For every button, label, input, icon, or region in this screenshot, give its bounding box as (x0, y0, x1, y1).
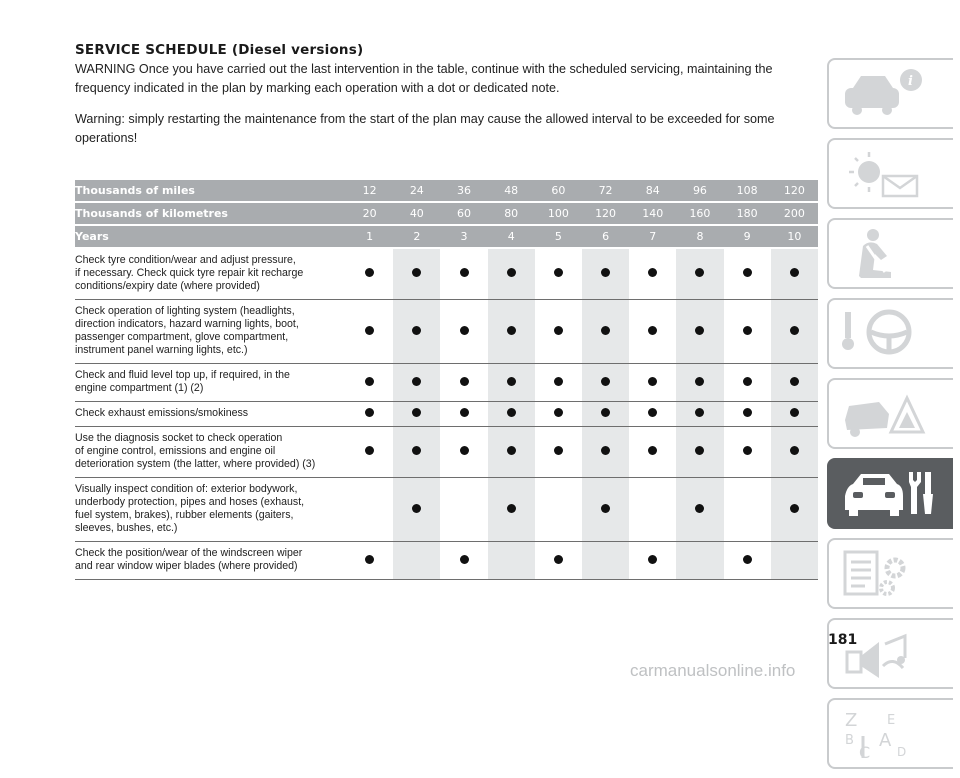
header-value: 100 (535, 202, 582, 225)
schedule-cell (488, 427, 535, 478)
schedule-cell (724, 542, 771, 580)
schedule-cell (535, 427, 582, 478)
table-row (75, 364, 818, 402)
schedule-cell (771, 364, 818, 402)
header-value: 140 (629, 202, 676, 225)
service-dot (790, 446, 799, 455)
service-dot (412, 504, 421, 513)
schedule-cell (724, 478, 771, 542)
header-value: 72 (582, 180, 629, 202)
header-value: 9 (724, 225, 771, 248)
operation-description (75, 300, 346, 364)
schedule-cell (393, 248, 440, 300)
service-dot (412, 326, 421, 335)
schedule-cell (724, 364, 771, 402)
service-dot (695, 268, 704, 277)
table-row (75, 402, 818, 427)
schedule-cell (724, 427, 771, 478)
service-dot (743, 268, 752, 277)
watermark: carmanualsonline.info (630, 661, 796, 680)
header-value: 120 (771, 180, 818, 202)
service-dot (648, 446, 657, 455)
schedule-cell (676, 478, 723, 542)
service-dot (460, 446, 469, 455)
schedule-cell (346, 478, 393, 542)
operation-text-line: engine compartment (1) (2) (75, 382, 204, 394)
schedule-cell (724, 402, 771, 427)
operation-text-line: Check the position/wear of the windscreen wiper (75, 547, 303, 559)
schedule-cell (393, 478, 440, 542)
service-dot (648, 408, 657, 417)
table-row (75, 478, 818, 542)
service-dot (695, 326, 704, 335)
warning-paragraph: WARNING Once you have carried out the last intervention in the table, continue with the scheduled servicing, maintaining the frequency indicated in the plan by marking each operation with a dot or dedicated note. (75, 62, 773, 95)
schedule-cell (346, 248, 393, 300)
service-dot (507, 446, 516, 455)
operation-description (75, 478, 346, 542)
header-label: Thousands of kilometres (75, 202, 346, 225)
tab-safety[interactable] (827, 218, 953, 289)
page-content (75, 42, 820, 148)
service-dot (412, 377, 421, 386)
operation-text-line: sleeves, bushes, etc.) (75, 522, 178, 534)
car-maintenance-icon (839, 466, 939, 521)
service-dot (507, 408, 516, 417)
tab-multimedia[interactable] (827, 618, 953, 689)
service-dot (507, 504, 516, 513)
svg-text:E: E (887, 713, 896, 728)
service-dot (554, 555, 563, 564)
service-dot (601, 446, 610, 455)
schedule-cell (393, 300, 440, 364)
service-dot (790, 326, 799, 335)
schedule-cell (488, 364, 535, 402)
operation-text-line: Check and fluid level top up, if required, in the (75, 369, 290, 381)
service-dot (790, 268, 799, 277)
header-value: 10 (771, 225, 818, 248)
page-number: 181 (828, 632, 858, 648)
schedule-cell (676, 427, 723, 478)
schedule-cell (488, 248, 535, 300)
service-dot (460, 408, 469, 417)
schedule-cell (535, 364, 582, 402)
schedule-cell (488, 542, 535, 580)
header-value: 108 (724, 180, 771, 202)
service-dot (412, 446, 421, 455)
header-value: 200 (771, 202, 818, 225)
service-dot (554, 326, 563, 335)
schedule-cell (440, 402, 487, 427)
operation-text-line: if necessary. Check quick tyre repair kit recharge (75, 267, 304, 279)
service-schedule-table (75, 180, 818, 580)
schedule-cell (488, 300, 535, 364)
schedule-cell (535, 300, 582, 364)
breakdown-icon (839, 386, 939, 441)
header-value: 4 (488, 225, 535, 248)
schedule-cell (393, 427, 440, 478)
schedule-cell (676, 364, 723, 402)
header-value: 60 (535, 180, 582, 202)
schedule-cell (535, 402, 582, 427)
service-dot (648, 377, 657, 386)
operation-description (75, 542, 346, 580)
header-value: 96 (676, 180, 723, 202)
schedule-cell (346, 402, 393, 427)
schedule-cell (582, 427, 629, 478)
operation-text-line: deterioration system (the latter, where provided) (3) (75, 458, 316, 470)
service-dot (648, 555, 657, 564)
schedule-cell (771, 478, 818, 542)
header-value: 8 (676, 225, 723, 248)
schedule-cell (535, 542, 582, 580)
header-value: 36 (440, 180, 487, 202)
service-dot (554, 268, 563, 277)
header-value: 160 (676, 202, 723, 225)
schedule-cell (771, 300, 818, 364)
svg-text:D: D (897, 745, 907, 759)
service-dot (743, 326, 752, 335)
schedule-cell (629, 427, 676, 478)
schedule-cell (346, 300, 393, 364)
service-dot (412, 408, 421, 417)
schedule-cell (440, 248, 487, 300)
header-value: 7 (629, 225, 676, 248)
service-dot (601, 504, 610, 513)
schedule-cell (771, 402, 818, 427)
service-dot (412, 268, 421, 277)
operation-text-line: Use the diagnosis socket to check operation (75, 432, 283, 444)
schedule-cell (676, 300, 723, 364)
steering-key-icon (839, 306, 939, 361)
svg-text:B: B (845, 733, 854, 748)
service-dot (365, 446, 374, 455)
operation-text-line: direction indicators, hazard warning lights, boot, (75, 318, 299, 330)
chapter-tabs (827, 58, 955, 778)
operation-text-line: underbody protection, pipes and hoses (exhaust, (75, 496, 305, 508)
tab-servicing-maintenance[interactable] (827, 458, 953, 529)
header-value: 5 (535, 225, 582, 248)
service-dot (648, 326, 657, 335)
schedule-cell (535, 478, 582, 542)
schedule-cell (676, 542, 723, 580)
service-dot (460, 268, 469, 277)
service-dot (695, 504, 704, 513)
schedule-cell (582, 402, 629, 427)
header-value: 1 (346, 225, 393, 248)
page-title: SERVICE SCHEDULE (Diesel versions) (75, 42, 364, 58)
header-label: Years (75, 225, 346, 248)
warning-lights-icon (839, 146, 939, 201)
schedule-cell (582, 300, 629, 364)
service-dot (695, 377, 704, 386)
schedule-cell (629, 364, 676, 402)
header-row (75, 180, 818, 202)
header-value: 3 (440, 225, 487, 248)
service-dot (695, 408, 704, 417)
schedule-cell (440, 300, 487, 364)
schedule-cell (393, 364, 440, 402)
service-dot (507, 268, 516, 277)
header-value: 2 (393, 225, 440, 248)
schedule-cell (393, 542, 440, 580)
header-value: 84 (629, 180, 676, 202)
schedule-cell (346, 364, 393, 402)
table-row (75, 300, 818, 364)
schedule-cell (676, 402, 723, 427)
operation-text-line: conditions/expiry date (where provided) (75, 280, 260, 292)
service-dot (790, 408, 799, 417)
header-value: 80 (488, 202, 535, 225)
schedule-cell (346, 427, 393, 478)
header-label: Thousands of miles (75, 180, 346, 202)
service-dot (601, 268, 610, 277)
service-dot (507, 377, 516, 386)
header-value: 120 (582, 202, 629, 225)
tab-car-info[interactable] (827, 58, 953, 129)
operation-description (75, 364, 346, 402)
operation-text-line: Visually inspect condition of: exterior bodywork, (75, 483, 298, 495)
svg-text:i: i (908, 74, 913, 89)
service-dot (460, 377, 469, 386)
restart-warning-paragraph: Warning: simply restarting the maintenance from the start of the plan may cause the allowed interval to be exceeded for some operations! (75, 112, 775, 145)
schedule-cell (440, 364, 487, 402)
svg-text:C: C (859, 743, 871, 761)
operation-description (75, 427, 346, 478)
table-row (75, 248, 818, 300)
technical-data-icon (839, 546, 939, 601)
schedule-cell (724, 300, 771, 364)
schedule-cell (771, 542, 818, 580)
service-dot (507, 326, 516, 335)
schedule-cell (440, 427, 487, 478)
service-dot (460, 326, 469, 335)
header-row (75, 225, 818, 248)
service-dot (743, 555, 752, 564)
header-value: 60 (440, 202, 487, 225)
service-dot (743, 408, 752, 417)
service-dot (365, 268, 374, 277)
schedule-cell (488, 478, 535, 542)
header-value: 20 (346, 202, 393, 225)
service-dot (601, 377, 610, 386)
service-dot (554, 408, 563, 417)
service-dot (365, 555, 374, 564)
schedule-cell (582, 478, 629, 542)
header-value: 48 (488, 180, 535, 202)
header-row (75, 202, 818, 225)
schedule-cell (629, 478, 676, 542)
operation-text-line: and rear window wiper blades (where provided) (75, 560, 298, 572)
service-dot (365, 326, 374, 335)
svg-text:A: A (879, 730, 892, 751)
schedule-cell (676, 248, 723, 300)
table-row (75, 427, 818, 478)
service-dot (601, 326, 610, 335)
schedule-cell (488, 402, 535, 427)
schedule-cell (582, 364, 629, 402)
operation-text-line: Check tyre condition/wear and adjust pressure, (75, 254, 296, 266)
seat-safety-icon (839, 226, 939, 281)
schedule-cell (440, 478, 487, 542)
operation-description (75, 402, 346, 427)
schedule-cell (771, 248, 818, 300)
service-dot (554, 377, 563, 386)
schedule-cell (629, 402, 676, 427)
header-value: 180 (724, 202, 771, 225)
svg-text:Z: Z (845, 710, 858, 731)
tab-warning-lights[interactable] (827, 138, 953, 209)
schedule-cell (582, 542, 629, 580)
tab-index[interactable] (827, 698, 953, 769)
schedule-cell (629, 248, 676, 300)
service-dot (743, 377, 752, 386)
service-dot (695, 446, 704, 455)
service-dot (790, 504, 799, 513)
tab-technical-data[interactable] (827, 538, 953, 609)
header-value: 40 (393, 202, 440, 225)
tab-emergency[interactable] (827, 378, 953, 449)
operation-text-line: Check exhaust emissions/smokiness (75, 407, 249, 419)
operation-text-line: passenger compartment, glove compartment, (75, 331, 289, 343)
service-dot (790, 377, 799, 386)
schedule-cell (629, 300, 676, 364)
table-row (75, 542, 818, 580)
service-dot (743, 446, 752, 455)
service-dot (554, 446, 563, 455)
operation-text-line: fuel system, brakes), rubber elements (gaiters, (75, 509, 294, 521)
service-dot (365, 377, 374, 386)
schedule-cell (535, 248, 582, 300)
schedule-cell (393, 402, 440, 427)
service-dot (460, 555, 469, 564)
operation-text-line: of engine control, emissions and engine oil (75, 445, 276, 457)
tab-starting-driving[interactable] (827, 298, 953, 369)
car-info-icon (839, 66, 939, 121)
operation-text-line: instrument panel warning lights, etc.) (75, 344, 248, 356)
schedule-cell (582, 248, 629, 300)
service-dot (365, 408, 374, 417)
index-icon (839, 706, 939, 761)
service-dot (648, 268, 657, 277)
operation-text-line: Check operation of lighting system (headlights, (75, 305, 295, 317)
schedule-cell (440, 542, 487, 580)
schedule-cell (629, 542, 676, 580)
operation-description (75, 248, 346, 300)
schedule-cell (771, 427, 818, 478)
header-value: 24 (393, 180, 440, 202)
service-dot (601, 408, 610, 417)
schedule-cell (346, 542, 393, 580)
header-value: 12 (346, 180, 393, 202)
schedule-cell (724, 248, 771, 300)
header-value: 6 (582, 225, 629, 248)
